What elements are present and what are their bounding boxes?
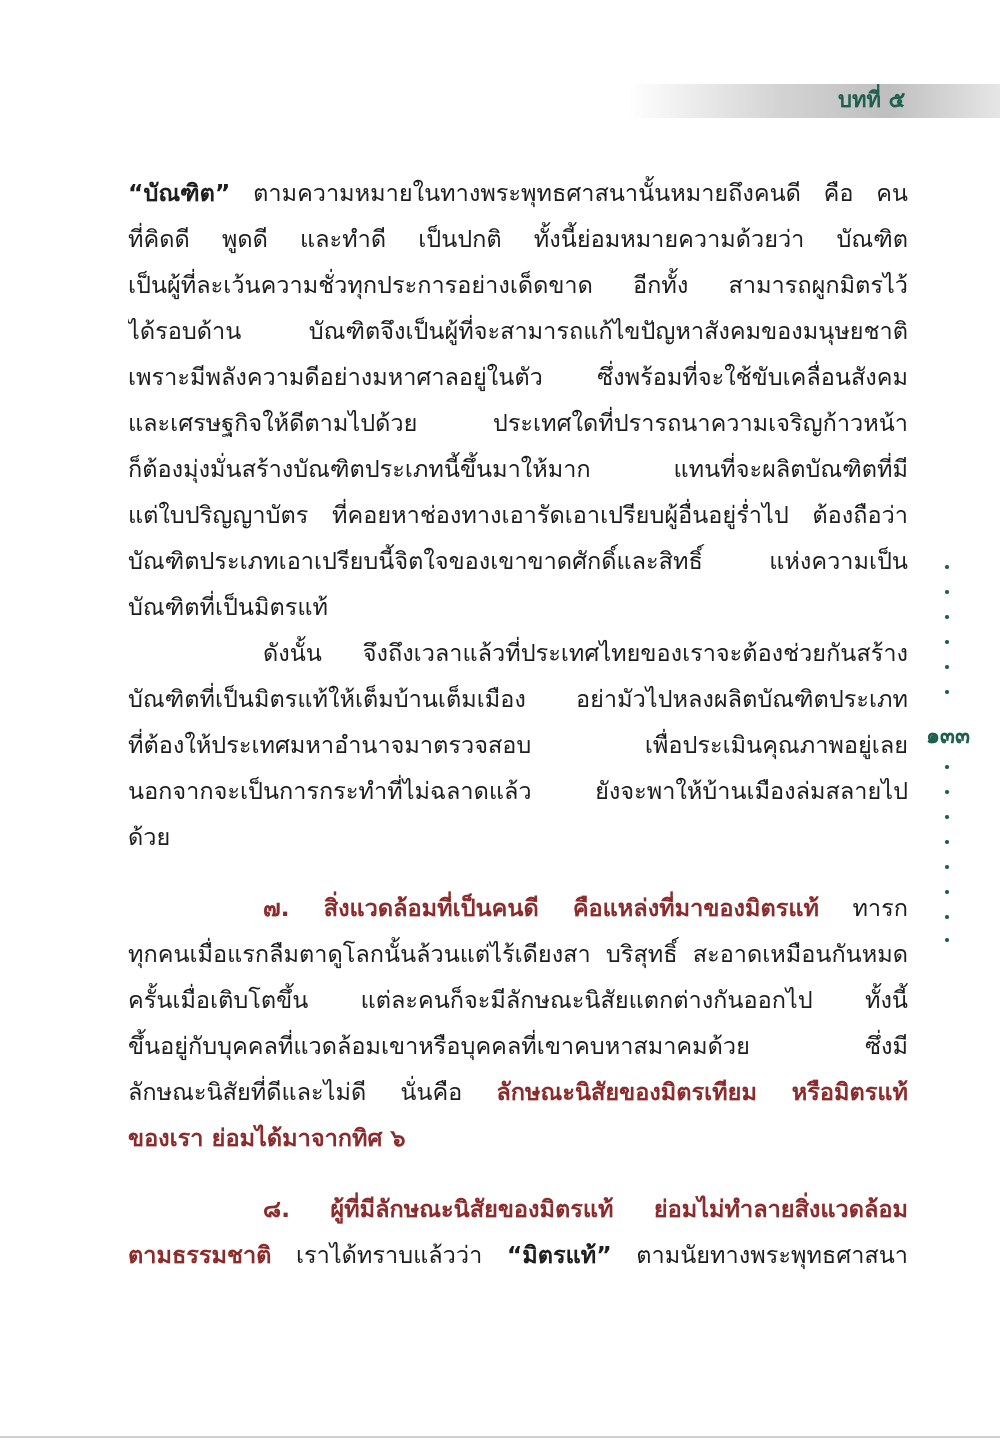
text-line: เป็นผู้ที่ละเว้นความชั่วทุกประการอย่างเด็ดขาด อีกทั้ง สามารถผูกมิตรไว้ [128,271,908,299]
text-line: ด้วย [128,823,171,851]
text-line: ที่คิดดี พูดดี และทำดี เป็นปกติ ทั้งนี้ย่อมหมายความด้วยว่า บัณฑิต [128,225,908,253]
side-dot [945,665,949,669]
side-dot [945,815,949,819]
side-dot [945,865,949,869]
highlight-span: ตามธรรมชาติ [128,1241,272,1269]
side-dot [945,765,949,769]
text-line: แต่ใบปริญญาบัตร ที่คอยหาช่องทางเอารัดเอาเปรียบผู้อื่นอยู่ร่ำไป ต้องถือว่า [128,501,908,529]
section-heading-8: ๘. ผู้ที่มีลักษณะนิสัยของมิตรแท้ ย่อมไม่ทำลายสิ่งแวดล้อม [263,1195,908,1223]
text-line: นอกจากจะเป็นการกระทำที่ไม่ฉลาดแล้ว ยังจะพาให้บ้านเมืองล่มสลายไป [128,777,908,805]
side-dot [945,890,949,894]
highlight-span: ของเรา ย่อมได้มาจากทิศ ๖ [128,1124,406,1152]
side-dot [945,915,949,919]
text-line [128,1069,908,1115]
text-line: บัณฑิตประเภทเอาเปรียบนี้จิตใจของเขาขาดศักดิ์และสิทธิ์ แห่งความเป็น [128,547,908,575]
text-line: บัณฑิตที่เป็นมิตรแท้ [128,593,329,621]
side-dot [945,640,949,644]
bottom-rule [0,1436,1000,1438]
page-number: ๑๓๓ [925,724,971,749]
text-line: เพราะมีพลังความดีอย่างมหาศาลอยู่ในตัว ซึ่งพร้อมที่จะใช้ขับเคลื่อนสังคม [128,363,908,391]
text-line: ได้รอบด้าน บัณฑิตจึงเป็นผู้ที่จะสามารถแก้ไขปัญหาสังคมของมนุษยชาติ [128,317,908,345]
side-dot [945,590,949,594]
text-line: ดังนั้น จึงถึงเวลาแล้วที่ประเทศไทยของเราจะต้องช่วยกันสร้าง [263,639,908,667]
section-heading-7: ๗. สิ่งแวดล้อมที่เป็นคนดี คือแหล่งที่มาของมิตรแท้ [263,894,820,922]
text-line: ครั้นเมื่อเติบโตขึ้น แต่ละคนก็จะมีลักษณะนิสัยแตกต่างกันออกไป ทั้งนี้ [128,986,908,1014]
text-line: บัณฑิตที่เป็นมิตรแท้ให้เต็มบ้านเต็มเมือง อย่ามัวไปหลงผลิตบัณฑิตประเภท [128,685,908,713]
side-dot [945,790,949,794]
body-text [128,170,908,1278]
highlight-span: ลักษณะนิสัยของมิตรเทียม หรือมิตรแท้ [496,1078,908,1106]
text-line: ที่ต้องให้ประเทศมหาอำนาจมาตรวจสอบ เพื่อประเมินคุณภาพอยู่เลย [128,731,908,759]
side-dot [945,690,949,694]
text-line: และเศรษฐกิจให้ดีตามไปด้วย ประเทศใดที่ปรารถนาความเจริญก้าวหน้า [128,409,908,437]
text-span: ลักษณะนิสัยที่ดีและไม่ดี นั่นคือ [128,1078,497,1106]
term-mitrtae: “มิตรแท้” [506,1241,612,1269]
text-line [128,1186,908,1232]
chapter-label: บทที่ ๕ [838,88,906,113]
side-dot [945,938,949,942]
text-span: ตามความหมายในทางพระพุทธศาสนานั้นหมายถึงคนดี คือ คน [230,179,908,207]
text-line: ทุกคนเมื่อแรกลืมตาดูโลกนั้นล้วนแต่ไร้เดียงสา บริสุทธิ์ สะอาดเหมือนกันหมด [128,940,908,968]
text-span: ทารก [852,894,908,922]
chapter-header-band [628,84,1000,118]
text-line [128,170,908,216]
text-line [128,1115,908,1161]
side-dot [945,840,949,844]
text-line: ก็ต้องมุ่งมั่นสร้างบัณฑิตประเภทนี้ขึ้นมาให้มาก แทนที่จะผลิตบัณฑิตที่มี [128,455,908,483]
term-bandit: “บัณฑิต” [128,179,231,207]
text-line [128,1232,908,1278]
side-dot [945,565,949,569]
text-line: ขึ้นอยู่กับบุคคลที่แวดล้อมเขาหรือบุคคลที่เขาคบหาสมาคมด้วย ซึ่งมี [128,1032,908,1060]
text-span: เราได้ทราบแล้วว่า [271,1241,507,1269]
side-dot [945,615,949,619]
text-line [128,885,908,931]
text-span: ตามนัยทางพระพุทธศาสนา [611,1241,908,1269]
